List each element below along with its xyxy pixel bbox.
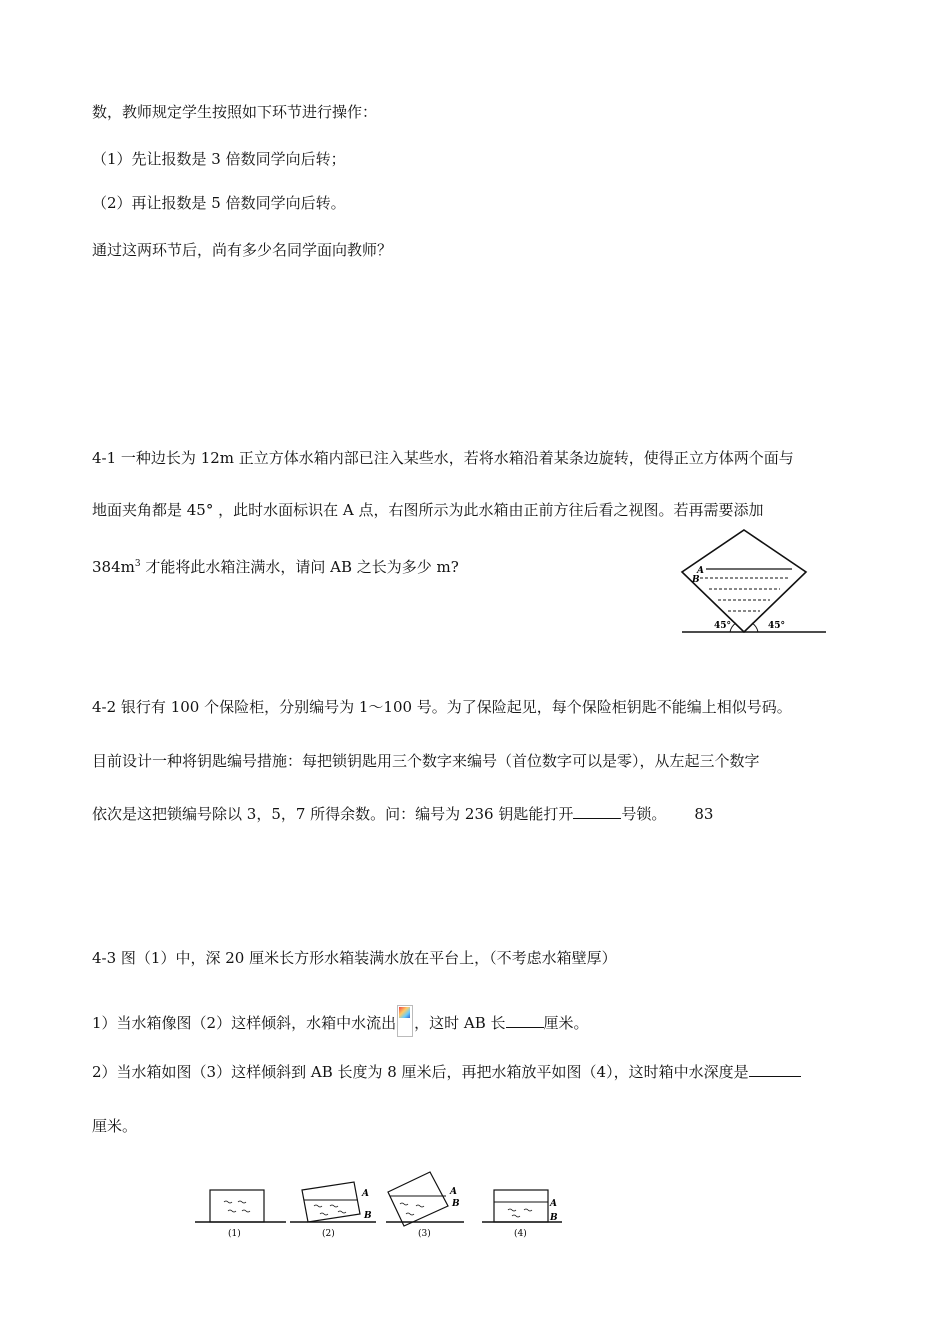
inline-image-placeholder xyxy=(397,1005,413,1037)
p43-caption-3: (3) xyxy=(418,1229,431,1239)
p42-answer: 83 xyxy=(694,805,714,823)
p41-question: 才能将此水箱注满水，请问 AB 之长为多少 m? xyxy=(140,558,459,576)
p41-label-b: B xyxy=(692,575,700,585)
p43-caption-1: (1) xyxy=(228,1229,241,1239)
step-1: （1）先让报数是 3 倍数同学向后转； xyxy=(92,150,346,168)
p42-line-3 xyxy=(92,804,713,824)
p41-line-2: 地面夹角都是 45° ，此时水面标识在 A 点，右图所示为此水箱由正前方往后看之视图。若再需要添加 xyxy=(92,501,764,519)
p43-line-1: 4-3 图（1）中，深 20 厘米长方形水箱装满水放在平台上，（不考虑水箱壁厚） xyxy=(92,949,617,967)
p41-angle-left: 45° xyxy=(714,621,732,631)
p42-line-1: 4-2 银行有 100 个保险柜，分别编号为 1～100 号。为了保险起见，每个保险柜钥匙不能编上相似号码。 xyxy=(92,698,792,716)
p41-line-3 xyxy=(92,554,459,577)
p43-q1-mid: ，这时 AB 长 xyxy=(414,1014,506,1032)
p43-caption-2: (2) xyxy=(322,1229,335,1239)
p43-figure-1 xyxy=(195,1190,286,1239)
p43-question-1 xyxy=(92,1005,589,1037)
p43-fig3-label-a: A xyxy=(450,1187,457,1197)
p42-question: 依次是这把锁编号除以 3，5，7 所得余数。问：编号为 236 钥匙能打开 xyxy=(92,805,574,823)
p42-question-end: 号锁。 xyxy=(621,805,667,823)
p41-line-1: 4-1 一种边长为 12m 正立方体水箱内部已注入某些水，若将水箱沿着某条边旋转，使得正立方体两个面与 xyxy=(92,449,794,467)
p43-caption-4: (4) xyxy=(514,1229,527,1239)
p41-cube-diagram xyxy=(676,528,832,638)
p43-fig4-label-b: B xyxy=(550,1213,558,1223)
step-2: （2）再让报数是 5 倍数同学向后转。 xyxy=(92,194,346,212)
p43-figure-4 xyxy=(482,1190,562,1239)
p41-angle-right: 45° xyxy=(768,621,786,631)
p43-figure-2 xyxy=(290,1182,376,1239)
p43-q1-blank xyxy=(506,1013,544,1028)
p43-fig3-label-b: B xyxy=(452,1199,460,1209)
p43-q1-end: 厘米。 xyxy=(543,1014,589,1032)
p43-question-2 xyxy=(92,1062,801,1082)
p43-q2-end: 厘米。 xyxy=(92,1117,138,1135)
p43-figures xyxy=(190,1166,570,1246)
p43-figure-3 xyxy=(386,1172,464,1239)
p41-volume: 384m xyxy=(92,558,135,576)
p43-fig2-label-a: A xyxy=(362,1189,369,1199)
p42-answer-blank xyxy=(573,804,621,819)
p43-q2-blank xyxy=(749,1062,801,1077)
p41-volume-exponent: 3 xyxy=(134,559,141,569)
p41-label-a: A xyxy=(697,566,704,576)
intro-question: 通过这两环节后，尚有多少名同学面向教师？ xyxy=(92,241,393,259)
p43-fig4-label-a: A xyxy=(550,1199,557,1209)
p43-fig2-label-b: B xyxy=(364,1211,372,1221)
p43-q2-text: 2）当水箱如图（3）这样倾斜到 AB 长度为 8 厘米后，再把水箱放平如图（4），这时箱中水深度是 xyxy=(92,1063,749,1081)
p43-q1-text: 1）当水箱像图（2）这样倾斜，水箱中水流出 xyxy=(92,1014,397,1032)
intro-line: 数，教师规定学生按照如下环节进行操作： xyxy=(92,103,378,121)
p42-line-2: 目前设计一种将钥匙编号措施：每把锁钥匙用三个数字来编号（首位数字可以是零），从左起三个数字 xyxy=(92,752,760,770)
